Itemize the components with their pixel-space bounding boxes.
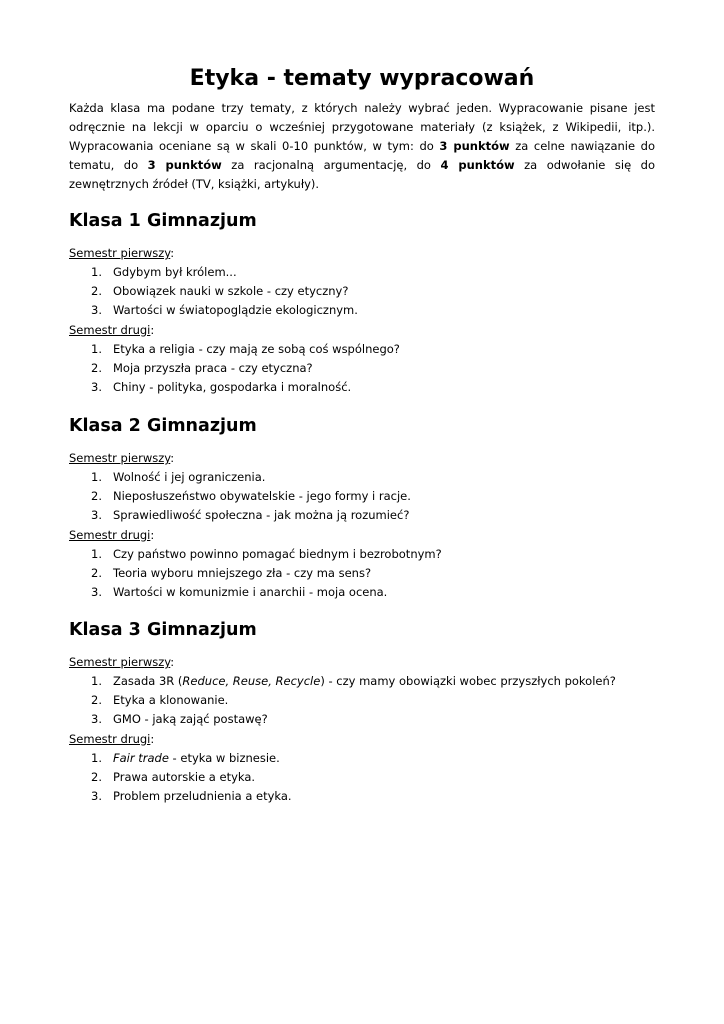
semester-label (69, 730, 655, 749)
list-number: 3. (91, 585, 102, 600)
class-1-section (69, 210, 655, 397)
list-item-text: Nieposłuszeństwo obywatelskie - jego formy i racje. (113, 489, 411, 504)
colon: : (150, 527, 155, 542)
colon: : (170, 246, 175, 260)
topic-list (69, 263, 655, 321)
list-item-text: Problem przeludnienia a etyka. (113, 789, 292, 804)
topic-list (69, 672, 655, 730)
semester-label (69, 321, 655, 340)
semester-label-text: Semestr drugi (69, 731, 151, 746)
list-item (69, 564, 655, 583)
class-3-section (69, 619, 655, 806)
list-item-text: Prawa autorskie a etyka. (113, 769, 256, 784)
list-item-text: Wartości w komunizmie i anarchii - moja ocena. (113, 585, 388, 600)
intro-text-3: za racjonalną argumentację, do (221, 158, 441, 172)
list-number: 1. (91, 265, 102, 279)
list-item (69, 749, 655, 768)
class-heading: Klasa 3 Gimnazjum (69, 620, 257, 640)
list-item-text: Wolność i jej ograniczenia. (113, 470, 266, 484)
list-item (69, 359, 655, 378)
list-item-text: GMO - jaką zająć postawę? (113, 712, 268, 727)
list-number: 2. (91, 360, 102, 375)
semester-label (69, 244, 655, 263)
list-item (69, 340, 655, 359)
list-item-text: Etyka a religia - czy mają ze sobą coś wspólnego? (113, 341, 400, 356)
list-item (69, 787, 655, 806)
list-item-text: Czy państwo powinno pomagać biednym i bezrobotnym? (113, 546, 442, 561)
intro-bold-1: 3 punktów (439, 139, 510, 153)
list-item (69, 545, 655, 564)
list-number: 1. (91, 341, 102, 356)
list-item (69, 301, 655, 320)
list-item-text: Sprawiedliwość społeczna - jak można ją rozumieć? (113, 508, 410, 523)
list-item (69, 768, 655, 787)
list-item (69, 378, 655, 397)
intro-text-1: Każda klasa ma podane trzy tematy, z których należy wybrać jeden. Wypracowanie pisane jest odręcznie na lekcji w oparciu o wcześniej przygotowane materiały (z książek, z Wikipedii, itp.). Wypracowania oceniane są w skali 0-10 punktów, w tym: do (69, 101, 655, 153)
semester-label-text: Semestr pierwszy (69, 655, 171, 669)
list-item-text: Obowiązek nauki w szkole - czy etyczny? (113, 284, 349, 299)
intro-text-4: za odwołanie się do zewnętrznych źródeł (TV, książki, artykuły). (69, 158, 655, 191)
list-item-text: Gdybym był królem... (113, 265, 237, 279)
list-number: 3. (91, 380, 102, 395)
list-number: 1. (91, 750, 102, 765)
list-number: 1. (91, 546, 102, 561)
list-item (69, 282, 655, 301)
list-number: 3. (91, 508, 102, 523)
list-item-text: - etyka w biznesie. (168, 750, 280, 765)
list-item (69, 672, 655, 691)
list-number: 3. (91, 789, 102, 804)
class-heading: Klasa 2 Gimnazjum (69, 416, 257, 436)
semester-label-text: Semestr pierwszy (69, 451, 171, 465)
list-item-text: Moja przyszła praca - czy etyczna? (113, 360, 313, 375)
list-number: 3. (91, 712, 102, 727)
list-item-italic: Fair trade (113, 750, 169, 765)
list-item-text: Zasada 3R ( (113, 674, 183, 688)
list-item (69, 583, 655, 602)
topic-list (69, 749, 655, 807)
semester-label-text: Semestr drugi (69, 322, 151, 337)
list-item (69, 691, 655, 710)
list-item (69, 710, 655, 729)
intro-bold-2: 3 punktów (147, 158, 222, 172)
semester-label (69, 653, 655, 672)
intro-bold-3: 4 punktów (440, 158, 515, 172)
topic-list (69, 468, 655, 526)
list-number: 1. (91, 674, 102, 688)
intro-text-2: za celne nawiązanie do tematu, do (69, 139, 656, 172)
intro-paragraph (69, 99, 655, 194)
list-number: 2. (91, 693, 102, 708)
list-item (69, 468, 655, 487)
topic-list (69, 545, 655, 603)
semester-label (69, 526, 655, 545)
list-item (69, 263, 655, 282)
colon: : (170, 655, 175, 669)
list-number: 2. (91, 769, 102, 784)
colon: : (170, 451, 175, 465)
list-number: 2. (91, 565, 102, 580)
list-item (69, 487, 655, 506)
class-heading: Klasa 1 Gimnazjum (69, 211, 257, 231)
class-2-section (69, 415, 655, 602)
list-item-text: Chiny - polityka, gospodarka i moralność. (113, 380, 352, 395)
list-item-text: Teoria wyboru mniejszego zła - czy ma sens? (113, 565, 372, 580)
list-item-text: Etyka a klonowanie. (113, 693, 229, 708)
page-title: Etyka - tematy wypracowań (189, 66, 535, 91)
list-number: 3. (91, 303, 102, 318)
list-number: 2. (91, 284, 102, 299)
list-item-text: Wartości w światopoglądzie ekologicznym. (113, 303, 358, 318)
semester-label-text: Semestr drugi (69, 527, 151, 542)
list-item-italic: Reduce, Reuse, Recycle (182, 674, 321, 688)
colon: : (150, 731, 155, 746)
semester-label-text: Semestr pierwszy (69, 246, 171, 260)
list-number: 1. (91, 470, 102, 484)
semester-label (69, 449, 655, 468)
list-item (69, 506, 655, 525)
list-item-text: ) - czy mamy obowiązki wobec przyszłych pokoleń? (320, 674, 616, 688)
list-number: 2. (91, 489, 102, 504)
colon: : (150, 322, 155, 337)
topic-list (69, 340, 655, 398)
document-page (69, 62, 656, 804)
